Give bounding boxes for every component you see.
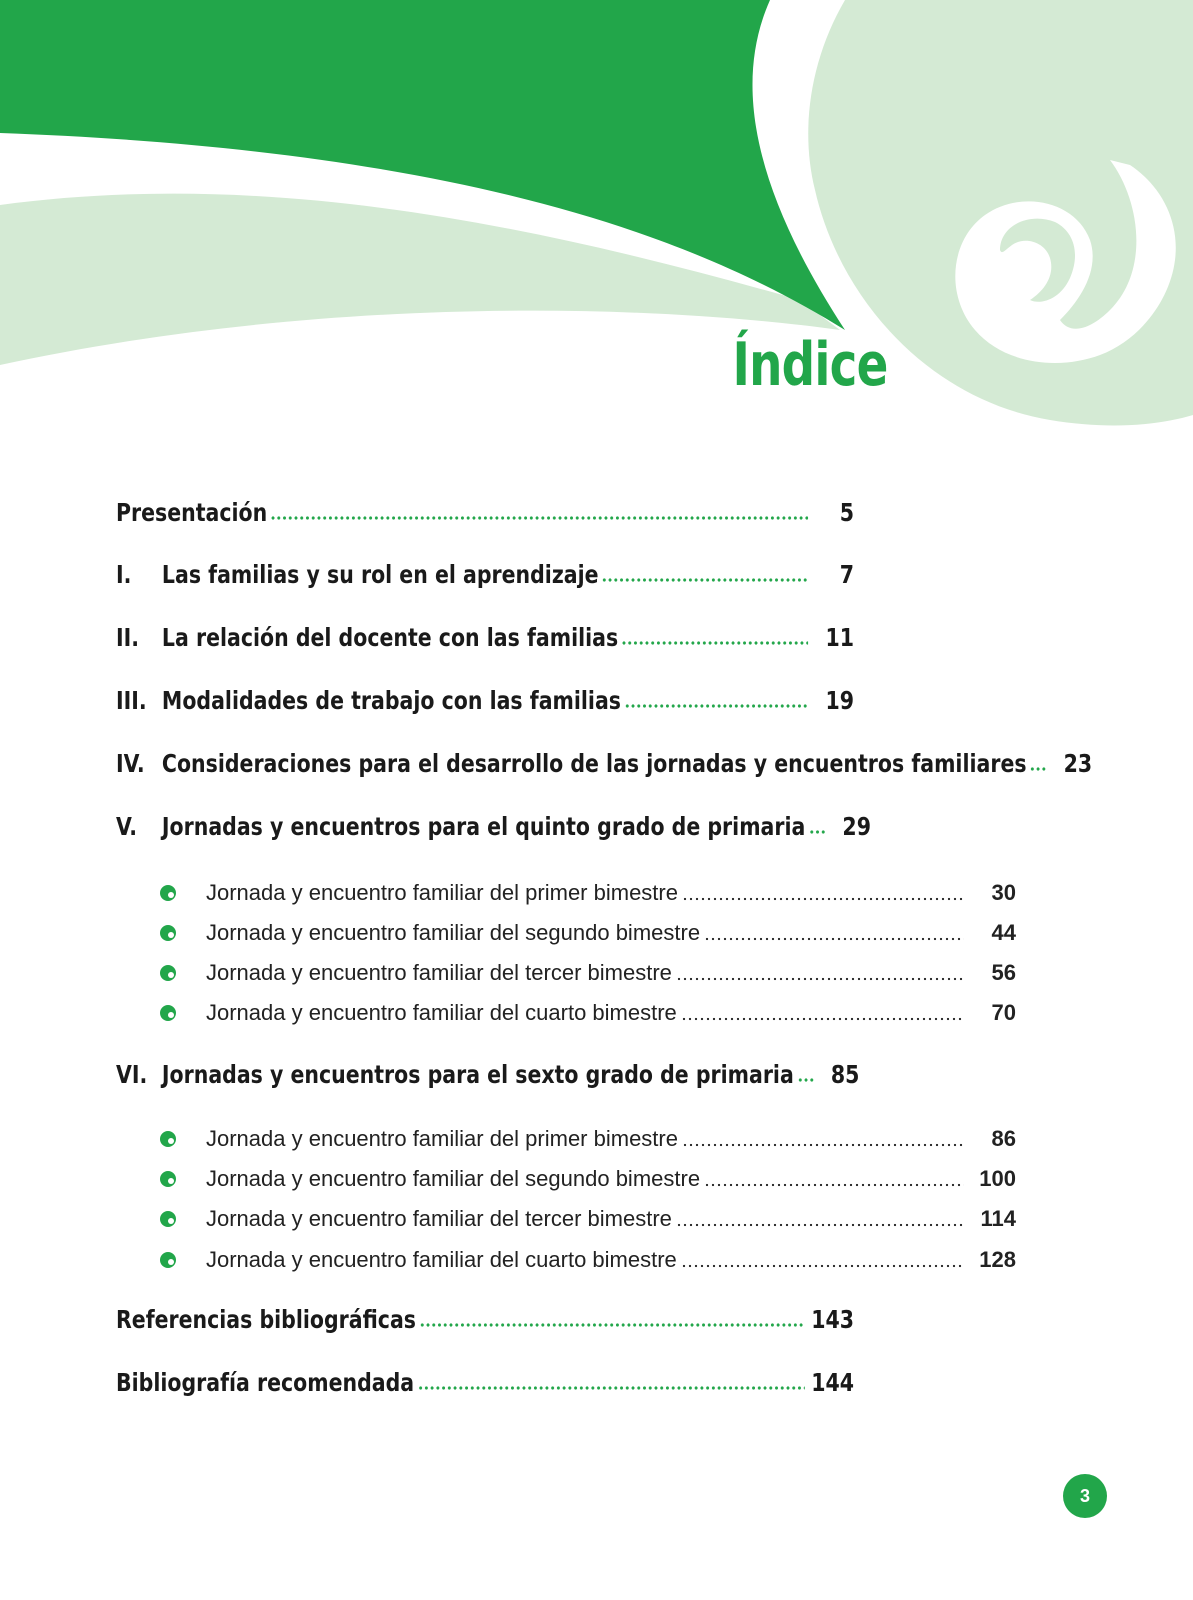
dot-leader xyxy=(797,1078,813,1082)
toc-entry-label: Jornadas y encuentros para el quinto grado de primaria xyxy=(161,812,806,841)
toc-entry-label: Jornada y encuentro familiar del cuarto bimestre xyxy=(206,1247,677,1272)
dot-leader xyxy=(621,641,808,645)
toc-entry-page: 128 xyxy=(979,1247,1016,1272)
toc-entry-number: I. xyxy=(116,560,132,589)
toc-entry-number: II. xyxy=(116,623,140,652)
toc-subentry xyxy=(160,1206,1016,1232)
toc-entry-page: 23 xyxy=(1063,749,1093,778)
dot-leader xyxy=(676,977,964,981)
toc-entry-page: 70 xyxy=(991,1000,1016,1025)
dot-leader xyxy=(676,1223,964,1227)
bullet-icon xyxy=(160,1131,176,1147)
toc-entry-label: La relación del docente con las familias xyxy=(161,623,619,652)
toc-entry-page: 11 xyxy=(825,623,854,652)
dot-leader xyxy=(704,937,964,941)
dot-leader xyxy=(682,1143,964,1147)
toc-entry xyxy=(116,1305,1016,1334)
toc-entry-page: 29 xyxy=(842,812,871,841)
toc-subentry xyxy=(160,1166,1016,1192)
toc-entry-label: Jornadas y encuentros para el sexto grado de primaria xyxy=(161,1060,794,1089)
bullet-icon xyxy=(160,965,176,981)
toc-entry-number: IV. xyxy=(116,749,145,778)
toc-entry-label: Jornada y encuentro familiar del tercer bimestre xyxy=(206,1206,672,1231)
toc-entry-number: VI. xyxy=(116,1060,148,1089)
dot-leader xyxy=(417,1386,804,1390)
toc-entry-page: 100 xyxy=(979,1166,1016,1191)
toc-entry-label: Jornada y encuentro familiar del cuarto bimestre xyxy=(206,1000,677,1025)
toc-entry-page: 144 xyxy=(811,1368,854,1397)
toc-entry xyxy=(116,749,1093,778)
toc-subentry xyxy=(160,920,1016,946)
toc-entry-page: 44 xyxy=(991,920,1016,945)
toc-entry xyxy=(116,560,1016,589)
toc-entry-label: Jornada y encuentro familiar del primer bimestre xyxy=(206,1126,678,1151)
bullet-icon xyxy=(160,1252,176,1268)
bullet-icon xyxy=(160,885,176,901)
toc-entry-page: 5 xyxy=(839,498,854,527)
toc-entry-page: 143 xyxy=(811,1305,854,1334)
toc-subentry xyxy=(160,1000,1016,1026)
toc-entry xyxy=(116,623,1016,652)
toc-entry-label: Modalidades de trabajo con las familias xyxy=(161,686,622,715)
toc-entry-label: Jornada y encuentro familiar del segundo bimestre xyxy=(206,1166,701,1191)
toc-entry xyxy=(116,812,1016,841)
toc-entry-label: Consideraciones para el desarrollo de las jornadas y encuentros familiares xyxy=(161,749,1027,778)
bullet-icon xyxy=(160,1005,176,1021)
bullet-icon xyxy=(160,925,176,941)
page-title: Índice xyxy=(732,330,888,400)
toc-entry-label: Presentación xyxy=(116,498,268,527)
toc-subentry xyxy=(160,1126,1016,1152)
toc-entry-page: 7 xyxy=(839,560,854,589)
toc-entry-page: 30 xyxy=(991,880,1016,905)
toc-subentry xyxy=(160,1247,1016,1273)
dot-leader xyxy=(602,578,808,582)
toc-entry-label: Las familias y su rol en el aprendizaje xyxy=(161,560,599,589)
header-decoration xyxy=(0,0,1193,460)
toc-entry-label: Bibliografía recomendada xyxy=(116,1368,415,1397)
bullet-icon xyxy=(160,1211,176,1227)
dot-leader xyxy=(271,516,809,520)
toc-entry-label: Referencias bibliográficas xyxy=(116,1305,416,1334)
dot-leader xyxy=(681,1264,964,1268)
dot-leader xyxy=(704,1183,964,1187)
dot-leader xyxy=(419,1323,804,1327)
dot-leader xyxy=(681,1017,964,1021)
toc-entry-page: 85 xyxy=(830,1060,860,1089)
toc-entry xyxy=(116,1060,1016,1089)
toc-entry-page: 86 xyxy=(991,1126,1016,1151)
dot-leader xyxy=(682,897,964,901)
toc-entry-label: Jornada y encuentro familiar del segundo bimestre xyxy=(206,920,701,945)
dot-leader xyxy=(809,830,825,834)
dot-leader xyxy=(1030,767,1046,771)
toc-subentry xyxy=(160,960,1016,986)
dot-leader xyxy=(624,704,808,708)
toc-entry-number: III. xyxy=(116,686,147,715)
toc-entry-page: 56 xyxy=(991,960,1016,985)
page-number-badge: 3 xyxy=(1063,1474,1107,1518)
bullet-icon xyxy=(160,1171,176,1187)
toc-entry-number: V. xyxy=(116,812,138,841)
toc-entry xyxy=(116,686,1016,715)
toc-subentry xyxy=(160,880,1016,906)
toc-entry-label: Jornada y encuentro familiar del primer bimestre xyxy=(206,880,678,905)
toc-entry xyxy=(116,1368,1016,1397)
toc-entry-label: Jornada y encuentro familiar del tercer bimestre xyxy=(206,960,672,985)
toc-entry-page: 19 xyxy=(825,686,854,715)
toc-entry xyxy=(116,498,1016,527)
toc-entry-page: 114 xyxy=(980,1206,1016,1231)
